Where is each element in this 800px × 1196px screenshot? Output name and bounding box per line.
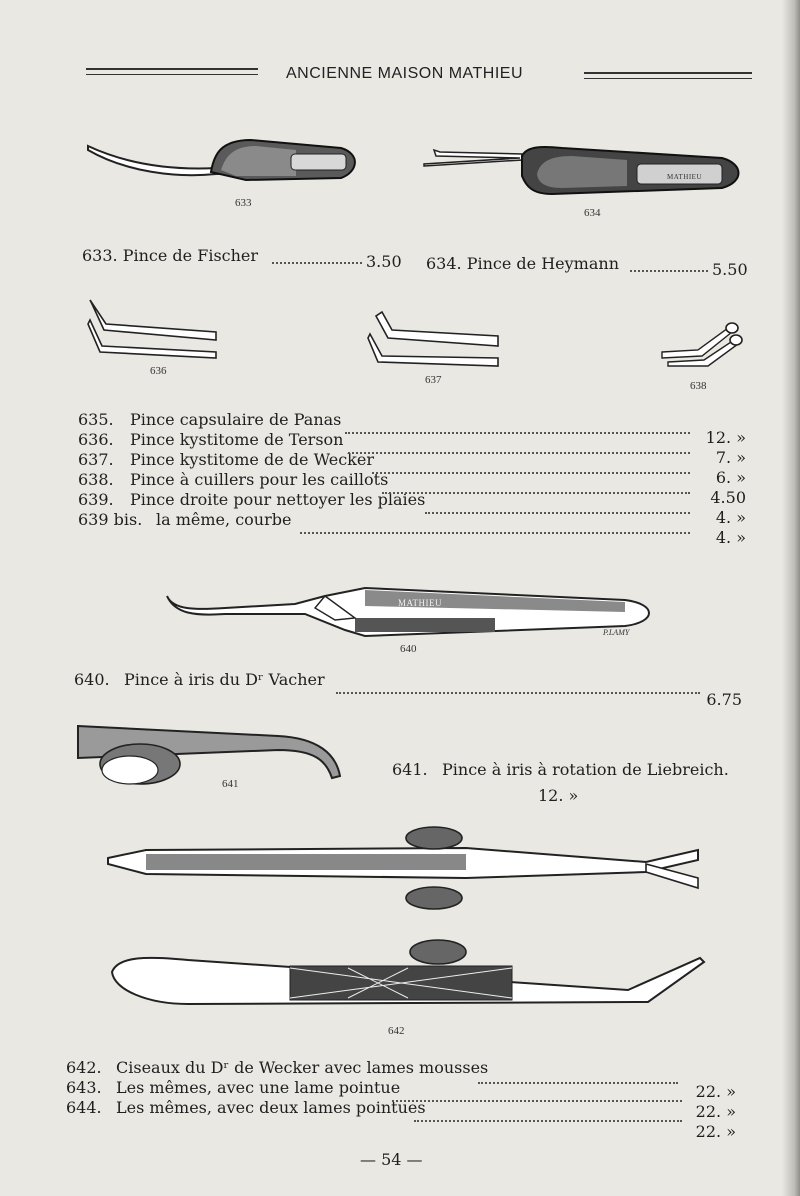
list-price: 12. » — [705, 428, 746, 447]
figure-640-forceps-illustration — [165, 584, 655, 640]
item-640-name: Pince à iris du Dʳ Vacher — [124, 670, 325, 689]
item-633-name: Pince de Fischer — [122, 246, 259, 265]
figure-637-forceps-illustration — [368, 310, 500, 370]
figure-641-caption: 641 — [222, 778, 239, 790]
list-item — [66, 1058, 489, 1077]
engraver-signature: P.LAMY — [603, 628, 630, 637]
list-item-name: Pince droite pour nettoyer les plaies — [130, 490, 426, 509]
list-item-number: 642. — [66, 1058, 102, 1077]
list-item — [78, 410, 342, 429]
list-leader — [414, 1120, 682, 1122]
header-rule-left — [86, 68, 258, 75]
list-item-name: Pince kystitome de Terson — [130, 430, 344, 449]
item-633-leader — [272, 262, 362, 264]
figure-634-forceps-illustration — [422, 142, 744, 198]
item-641-number: 641. — [392, 760, 428, 779]
list-item — [66, 1098, 426, 1117]
list-leader — [345, 432, 690, 434]
page-edge-shadow — [782, 0, 800, 1196]
item-634-leader — [630, 270, 708, 272]
figure-634-caption: 634 — [584, 207, 601, 219]
list-item-name: Les mêmes, avec deux lames pointues — [116, 1098, 426, 1117]
item-634-line — [426, 254, 619, 273]
list-item-name: Les mêmes, avec une lame pointue — [116, 1078, 401, 1097]
item-641-name: Pince à iris à rotation de Liebreich. — [442, 760, 729, 779]
figure-642-caption: 642 — [388, 1025, 405, 1037]
list-item — [78, 470, 389, 489]
page-number: — 54 — — [360, 1150, 423, 1169]
list-leader — [478, 1082, 678, 1084]
item-633-line — [82, 246, 258, 265]
list-price: 7. » — [715, 448, 746, 467]
figure-638-caption: 638 — [690, 380, 707, 392]
figure-634-engraving: MATHIEU — [667, 173, 702, 181]
item-633-price: 3.50 — [366, 252, 402, 271]
list-price: 4. » — [715, 528, 746, 547]
item-640-price: 6.75 — [706, 690, 742, 709]
list-item-name: Pince capsulaire de Panas — [130, 410, 342, 429]
list-leader — [348, 452, 690, 454]
list-item — [78, 490, 426, 509]
list-leader — [382, 492, 690, 494]
list-leader — [425, 512, 690, 514]
list-price: 4.50 — [710, 488, 746, 507]
list-leader — [300, 532, 690, 534]
list-price: 4. » — [715, 508, 746, 527]
figure-633-caption: 633 — [235, 197, 252, 209]
list-price: 22. » — [695, 1102, 736, 1121]
list-price: 22. » — [695, 1122, 736, 1141]
item-633-number: 633. — [82, 246, 118, 265]
figure-636-caption: 636 — [150, 365, 167, 377]
list-item-number: 639 bis. — [78, 510, 143, 529]
figure-633-forceps-illustration — [86, 132, 361, 192]
list-item — [78, 430, 344, 449]
list-item-name: Pince à cuillers pour les caillots — [130, 470, 389, 489]
figure-637-caption: 637 — [425, 374, 442, 386]
list-item-number: 639. — [78, 490, 114, 509]
list-item-number: 636. — [78, 430, 114, 449]
figure-641-forceps-illustration — [106, 826, 698, 912]
list-item-number: 643. — [66, 1078, 102, 1097]
list-leader — [372, 472, 690, 474]
item-640-leader — [336, 692, 700, 694]
item-640-number: 640. — [74, 670, 110, 689]
list-leader — [392, 1100, 682, 1102]
list-item-name: Ciseaux du Dʳ de Wecker avec lames mousses — [116, 1058, 489, 1077]
list-item-number: 638. — [78, 470, 114, 489]
item-640-line — [74, 670, 325, 689]
figure-636-forceps-illustration — [88, 296, 218, 360]
list-item — [78, 510, 292, 529]
list-item-name: Pince kystitome de de Wecker — [130, 450, 374, 469]
list-item — [78, 450, 374, 469]
list-item — [66, 1078, 401, 1097]
item-641-line — [392, 760, 729, 779]
figure-638-forceps-illustration — [662, 320, 742, 366]
figure-640-caption: 640 — [400, 643, 417, 655]
figure-642-scissors-illustration — [108, 938, 704, 1018]
list-item-number: 644. — [66, 1098, 102, 1117]
list-item-name: la même, courbe — [156, 510, 292, 529]
list-item-number: 637. — [78, 450, 114, 469]
item-634-name: Pince de Heymann — [466, 254, 619, 273]
item-634-price: 5.50 — [712, 260, 748, 279]
page-header — [86, 62, 752, 92]
header-rule-right — [584, 72, 752, 79]
list-item-number: 635. — [78, 410, 114, 429]
list-price: 6. » — [715, 468, 746, 487]
list-price: 22. » — [695, 1082, 736, 1101]
figure-641-detail-illustration — [78, 724, 344, 788]
item-641-price: 12. » — [538, 786, 579, 805]
figure-640-engraving: MATHIEU — [398, 598, 442, 608]
item-634-number: 634. — [426, 254, 462, 273]
header-title: ANCIENNE MAISON MATHIEU — [286, 65, 523, 82]
